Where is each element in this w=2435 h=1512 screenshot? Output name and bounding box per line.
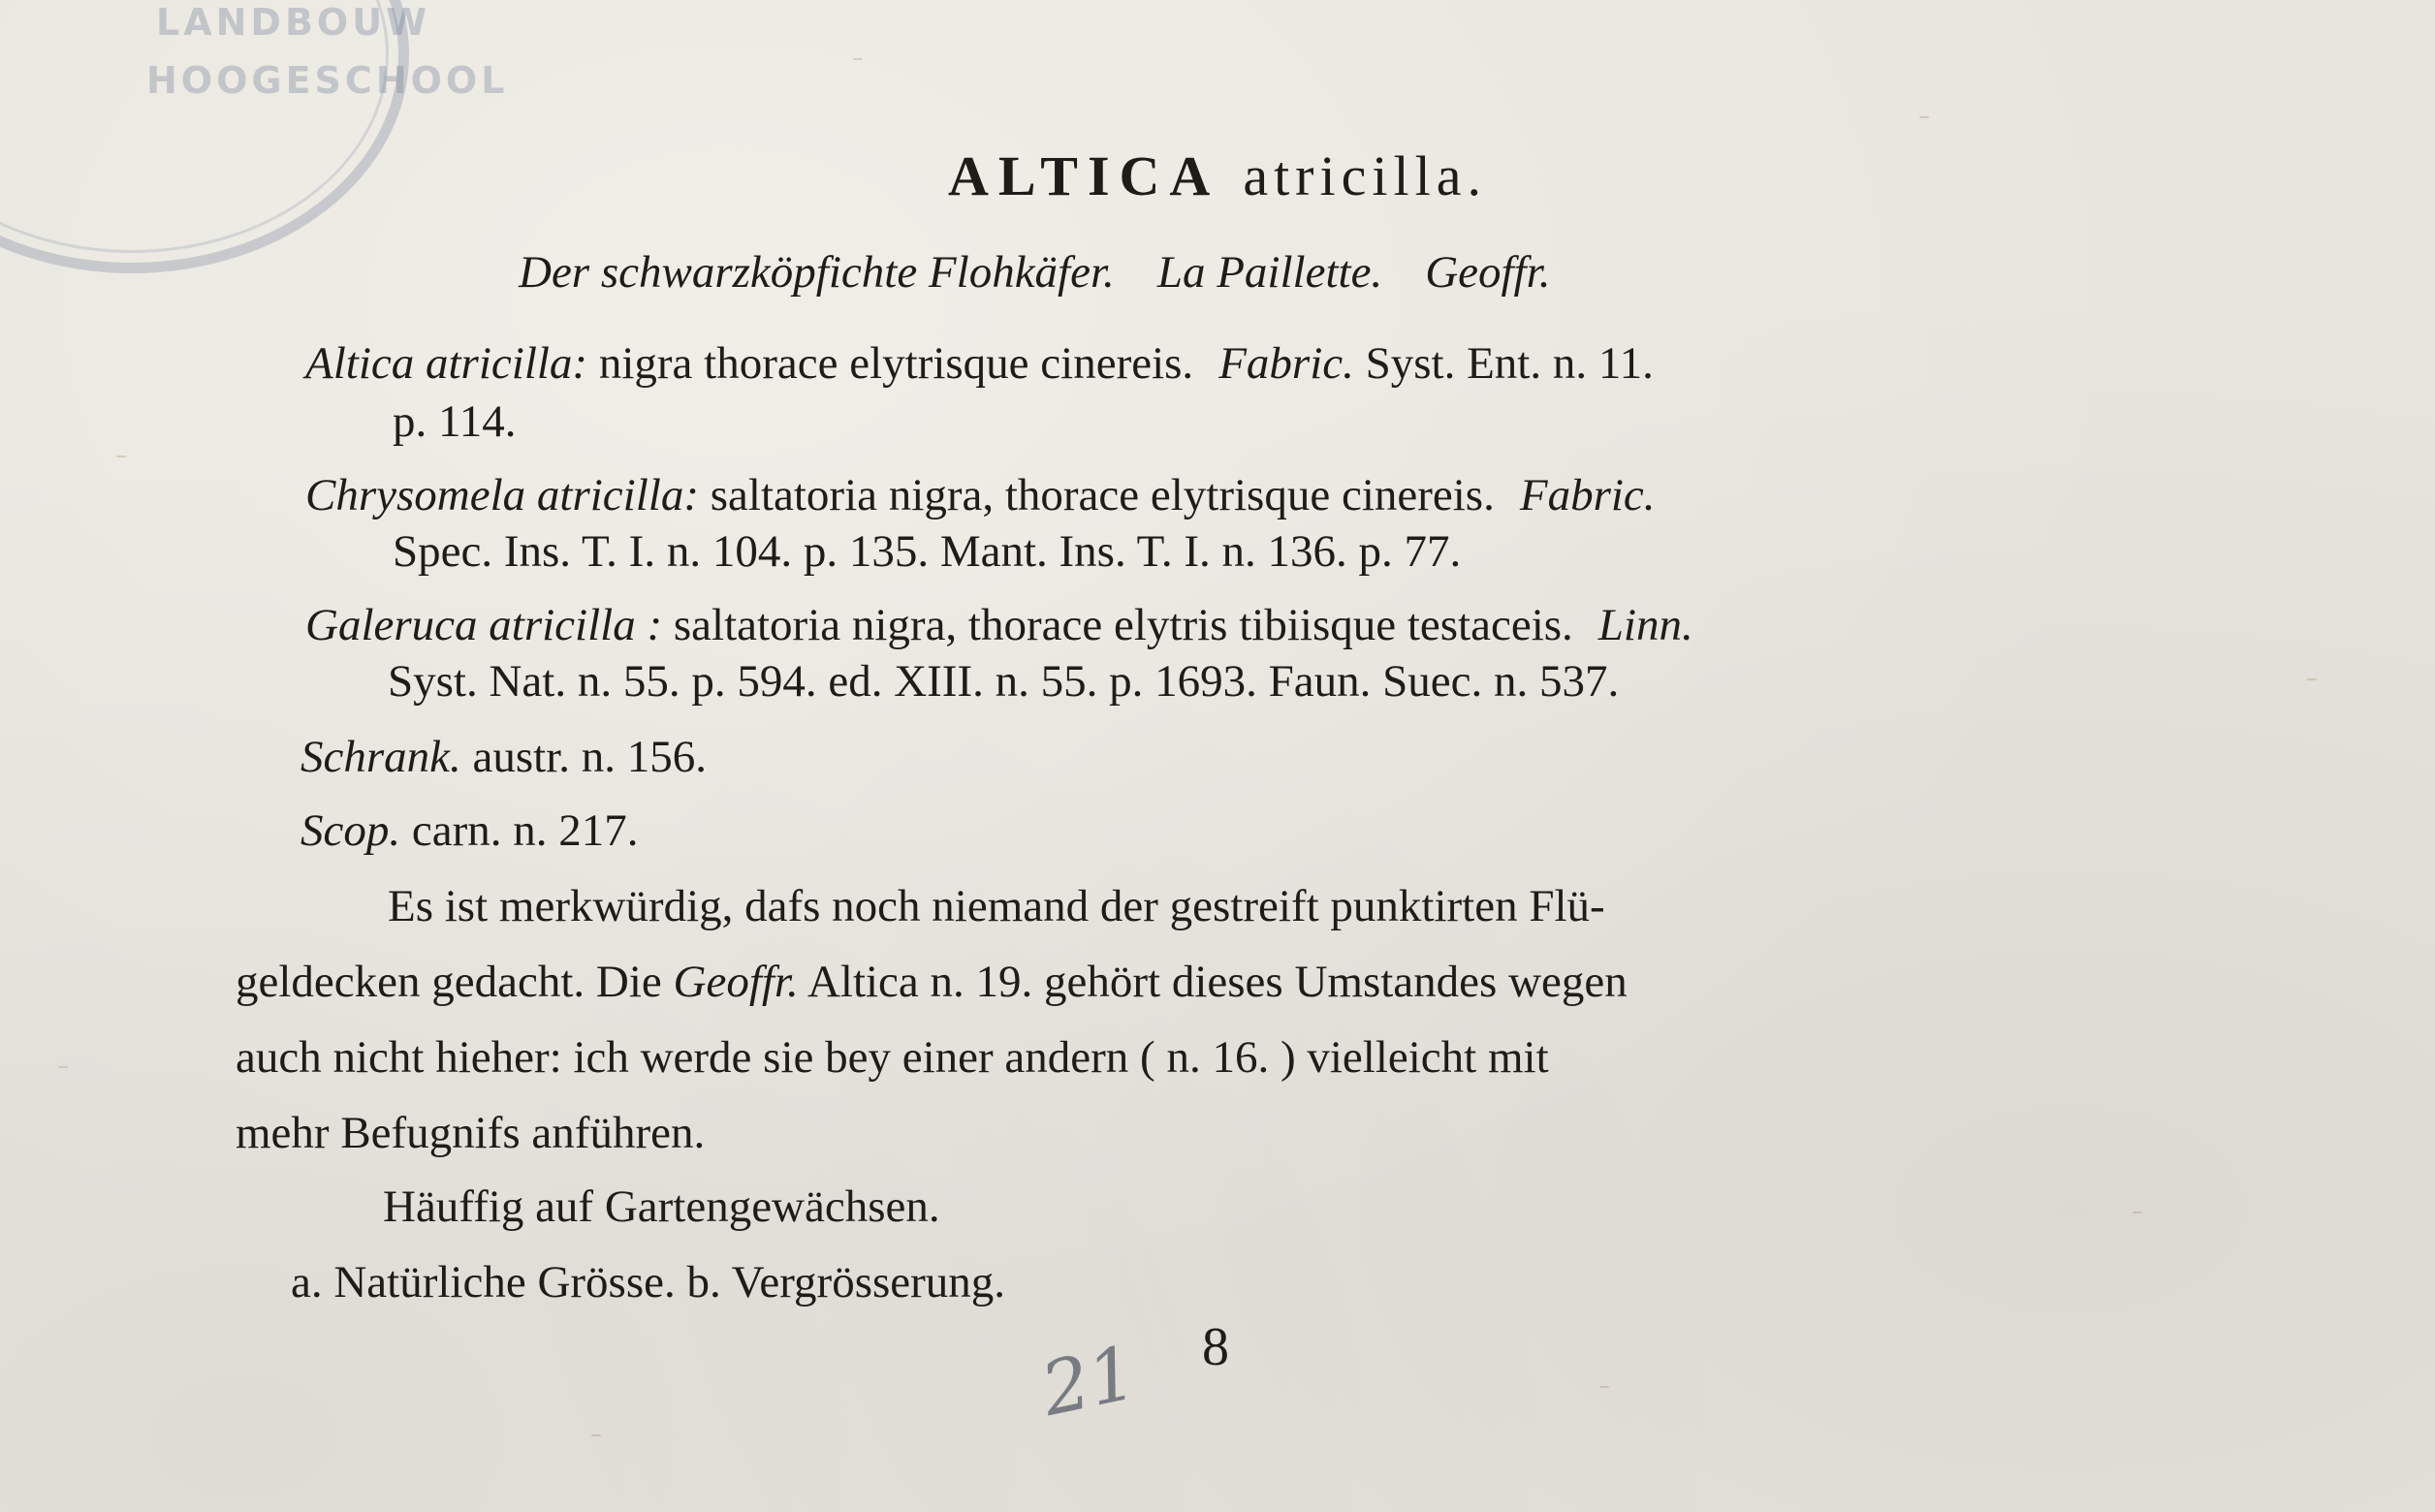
paragraph-line-2-start: geldecken gedacht. Die (236, 957, 662, 1007)
french-name: La Paillette. (1156, 247, 1383, 298)
synonym-2 (305, 470, 1656, 520)
paragraph-line-1: Es ist merkwürdig, dafs noch niemand der gestreift punktirten Flü- (388, 881, 1605, 931)
synonym-1-ref-author: Fabric. (1218, 338, 1354, 389)
german-name: Der schwarzköpfichte Flohkäfer. (519, 247, 1115, 298)
synonym-3-continuation: Syst. Nat. n. 55. p. 594. ed. XIII. n. 55. p. 1693. Faun. Suec. n. 537. (388, 656, 1620, 707)
synonym-1-text: nigra thorace elytrisque cinereis. (598, 338, 1194, 389)
synonym-2-name: Chrysomela atricilla: (305, 470, 699, 520)
paragraph-line-4: mehr Befugnifs anführen. (236, 1108, 706, 1158)
paper-fleck (591, 1434, 601, 1436)
synonym-4-name: Schrank. (300, 732, 461, 782)
paper-fleck (853, 58, 863, 60)
synonym-2-text: saltatoria nigra, thorace elytrisque cinereis. (710, 470, 1495, 520)
habitat-note: Häuffig auf Gartengewächsen. (383, 1181, 940, 1232)
stamp-text-line1: LANDBOUW (156, 1, 431, 44)
page-number: 8 (1202, 1317, 1229, 1377)
paper-fleck (2133, 1212, 2142, 1213)
page-title (0, 143, 2435, 208)
paragraph-line-3: auch nicht hieher: ich werde sie bey einer andern ( n. 16. ) vielleicht mit (236, 1032, 1549, 1083)
synonym-5 (300, 805, 639, 856)
synonym-4 (300, 732, 708, 782)
synonym-1-ref: Syst. Ent. n. 11. (1365, 338, 1654, 389)
paragraph-line-2-author: Geoffr. (673, 957, 799, 1007)
title-species: atricilla. (1243, 144, 1487, 207)
paper-fleck (2307, 678, 2317, 680)
paper-fleck (58, 1066, 68, 1068)
french-name-author: Geoffr. (1425, 247, 1551, 298)
common-names (519, 247, 1551, 298)
paragraph-line-2-end: Altica n. 19. gehört dieses Umstandes wegen (806, 957, 1628, 1007)
synonym-3-ref-author: Linn. (1597, 600, 1693, 650)
figure-legend: a. Natürliche Grösse. b. Vergrösserung. (291, 1257, 1006, 1307)
pencil-annotation: 21 (1033, 1328, 1144, 1433)
stamp-text-line2: HOOGESCHOOL (146, 59, 509, 102)
title-genus: ALTICA (948, 144, 1220, 207)
synonym-3 (305, 600, 1693, 650)
library-stamp (0, 0, 509, 273)
synonym-1 (305, 338, 1654, 389)
synonym-2-continuation: Spec. Ins. T. I. n. 104. p. 135. Mant. Ins. T. I. n. 136. p. 77. (393, 526, 1462, 577)
synonym-2-ref-author: Fabric. (1519, 470, 1656, 520)
synonym-3-name: Galeruca atricilla : (305, 600, 663, 650)
synonym-1-continuation: p. 114. (393, 396, 517, 447)
synonym-5-name: Scop. (300, 805, 401, 856)
paragraph-line-2 (236, 957, 1628, 1007)
synonym-5-text: carn. n. 217. (411, 805, 639, 856)
synonym-4-text: austr. n. 156. (472, 732, 708, 782)
paper-fleck (1599, 1386, 1609, 1388)
synonym-1-name: Altica atricilla: (305, 338, 588, 389)
paper-fleck (116, 456, 126, 457)
paper-fleck (1919, 116, 1929, 118)
synonym-3-text: saltatoria nigra, thorace elytris tibiisque testaceis. (673, 600, 1573, 650)
